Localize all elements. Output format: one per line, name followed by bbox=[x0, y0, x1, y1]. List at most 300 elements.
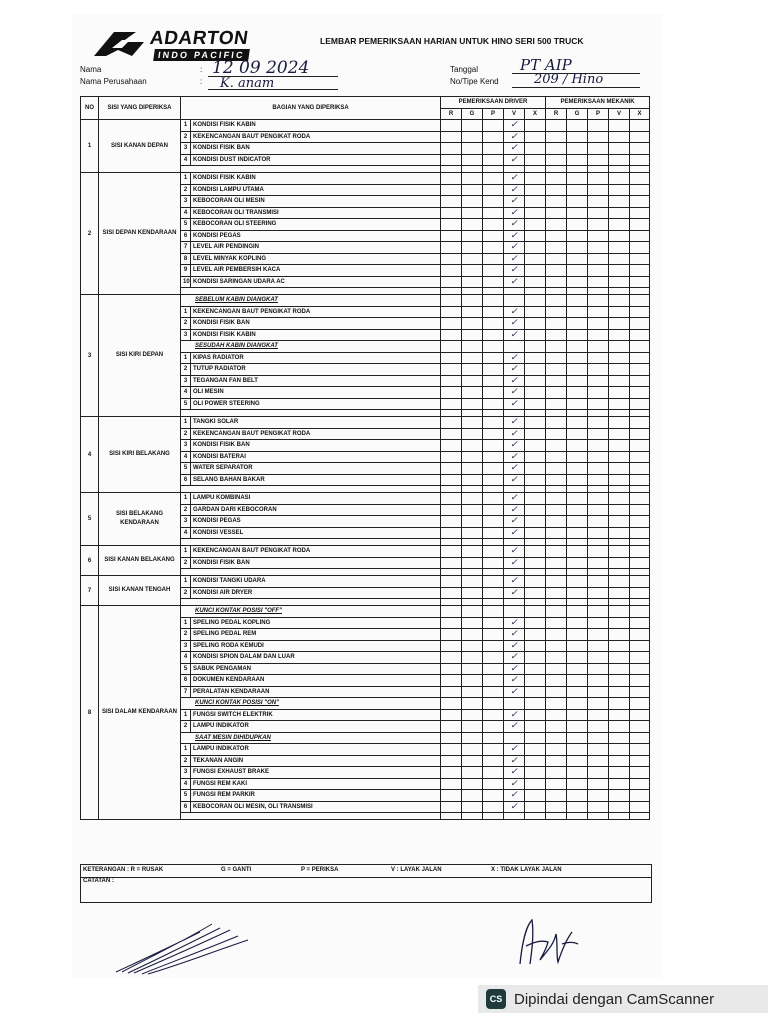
check-cell bbox=[609, 527, 630, 539]
check-cell bbox=[483, 131, 504, 143]
check-cell bbox=[462, 288, 483, 295]
check-cell bbox=[483, 184, 504, 196]
check-cell bbox=[504, 295, 525, 307]
check-cell bbox=[588, 576, 609, 588]
table-row bbox=[81, 493, 650, 505]
check-cell bbox=[609, 557, 630, 569]
check-cell bbox=[630, 364, 650, 376]
check-cell bbox=[483, 166, 504, 173]
check-cell bbox=[525, 557, 546, 569]
brand-name: ADARTON bbox=[148, 28, 250, 49]
col-sisi-header: SISI YANG DIPERIKSA bbox=[99, 97, 181, 120]
section-number: 2 bbox=[81, 173, 99, 295]
item-number: 3 bbox=[181, 440, 191, 452]
check-cell bbox=[462, 207, 483, 219]
check-cell bbox=[630, 539, 650, 546]
check-cell bbox=[441, 557, 462, 569]
check-cell bbox=[441, 686, 462, 698]
check-cell bbox=[609, 318, 630, 330]
check-cell bbox=[630, 375, 650, 387]
check-cell bbox=[567, 744, 588, 756]
check-cell bbox=[630, 352, 650, 364]
check-cell bbox=[483, 295, 504, 307]
check-cell bbox=[441, 493, 462, 505]
check-cell bbox=[567, 329, 588, 341]
driver-subcol-x: X bbox=[525, 108, 546, 120]
inspection-sheet: ADARTON INDO PACIFIC LEMBAR PEMERIKSAAN HARIAN UNTUK HINO SERI 500 TRUCK Nama Nama Perusahaan : : 12 09 2024 K. anam Tanggal No/Tipe Kend PT AIP 209 / Hino NO SISI YANG DIPERIKSA BAGIAN YANG DIPERIKSA PEMERIKSAAN DRIVER PEMERIKSAAN MEKANIK R G P V X R G P V X 1 SISI KANAN DEPAN 1 KONDISI FISIK KABIN ✓ 2 KEKENCANGAN BAUT PENGIKAT RODA ✓ 3 KONDISI FISIK BAN ✓ 4 KONDISI DUST INDICATOR ✓ 2 SISI DEPAN KENDARAAN 1 KONDISI FISIK KABIN ✓ 2 KONDISI LAMPU UTAMA ✓ 3 KEBOCORAN OLI MESIN ✓ 4 KEBOCORAN OLI TRANSMISI ✓ 5 KEBOCORAN OLI STEERING ✓ 6 KONDISI PEGAS ✓ 7 LEVEL AIR PENDINGIN ✓ 8 LEVEL MINYAK KOPLING ✓ 9 LEVEL AIR PEMBERSIH KACA ✓ 10 KONDISI SARINGAN UDARA AC ✓ 3 SISI KIRI DEPAN SEBELUM KABIN DIANGKAT 1 KEKENCANGAN BAUT PENGIKAT RODA ✓ 2 KONDISI FISIK BAN ✓ 3 KONDISI FISIK KABIN ✓ SESUDAH KABIN DIANGKAT 1 KIPAS RADIATOR ✓ 2 TUTUP RADIATOR ✓ 3 TEGANGAN FAN BELT ✓ 4 OLI MESIN ✓ 5 OLI POWER STEERING ✓ 4 SISI KIRI BELAKANG 1 TANGKI SOLAR ✓ 2 KEKENCANGAN BAUT PENGIKAT RODA ✓ 3 KONDISI FISIK BAN ✓ 4 KONDISI BATERAI ✓ 5 WATER SEPARATOR ✓ 6 SELANG BAHAN BAKAR ✓ 5 SISI BELAKANG KENDARAAN 1 LAMPU KOMBINASI ✓ 2 GARDAN DARI KEBOCORAN ✓ 3 KONDISI PEGAS ✓ 4 KONDISI VESSEL ✓ 6 SISI KANAN BELAKANG 1 KEKENCANGAN BAUT PENGIKAT RODA ✓ 2 KONDISI FISIK BAN ✓ 7 SISI KANAN TENGAH 1 KONDISI TANGKI UDARA ✓ 2 KONDISI AIR DRYER ✓ 8 SISI DALAM KENDARAAN KUNCI KONTAK POSISI "OFF" 1 SPELING PEDAL KOPLING ✓ 2 SPELING PEDAL REM ✓ 3 SPELING RODA KEMUDI ✓ 4 KONDISI SPION DALAM DAN LUAR ✓ 5 SABUK PENGAMAN ✓ 6 DOKUMEN KENDARAAN ✓ 7 PERALATAN KENDARAAN ✓ KUNCI KONTAK POSISI "ON" 1 FUNGSI SWITCH ELEKTRIK ✓ 2 LAMPU INDIKATOR ✓ SAAT MESIN DIHIDUPKAN 1 LAMPU INDIKATOR ✓ 2 TEKANAN ANGIN ✓ 3 FUNGSI EXHAUST BRAKE ✓ 4 FUNGSI REM KAKI ✓ 5 FUNGSI REM PARKIR ✓ 6 KEBOCORAN OLI MESIN, OLI TRANSMISI ✓ KETERANGAN : R = RUSAK G = GANTI P = PERIKSA V : LAYAK JALAN X : TIDAK LAYAK JALAN CATATAN : bbox=[72, 14, 662, 979]
item-label: KONDISI LAMPU UTAMA bbox=[191, 184, 441, 196]
check-cell bbox=[567, 778, 588, 790]
check-cell bbox=[546, 451, 567, 463]
check-cell bbox=[567, 410, 588, 417]
check-cell bbox=[546, 207, 567, 219]
section-side: SISI DEPAN KENDARAAN bbox=[99, 173, 181, 295]
check-cell bbox=[483, 196, 504, 208]
check-cell bbox=[462, 131, 483, 143]
item-number: 3 bbox=[181, 640, 191, 652]
check-cell bbox=[462, 276, 483, 288]
check-cell bbox=[483, 640, 504, 652]
item-number: 2 bbox=[181, 364, 191, 376]
check-cell bbox=[483, 318, 504, 330]
check-cell bbox=[630, 120, 650, 132]
check-cell bbox=[630, 569, 650, 576]
table-row bbox=[81, 546, 650, 558]
check-cell bbox=[609, 463, 630, 475]
check-cell bbox=[588, 755, 609, 767]
item-number: 2 bbox=[181, 318, 191, 330]
check-cell bbox=[441, 474, 462, 486]
driver-check-mark: ✓ bbox=[504, 527, 525, 539]
check-cell bbox=[546, 242, 567, 254]
check-cell bbox=[567, 230, 588, 242]
check-cell bbox=[630, 253, 650, 265]
check-cell bbox=[483, 546, 504, 558]
item-label: KONDISI PEGAS bbox=[191, 230, 441, 242]
driver-check-mark: ✓ bbox=[504, 184, 525, 196]
check-cell bbox=[567, 587, 588, 599]
check-cell bbox=[525, 143, 546, 155]
driver-check-mark: ✓ bbox=[504, 265, 525, 277]
check-cell bbox=[525, 265, 546, 277]
check-cell bbox=[483, 790, 504, 802]
check-cell bbox=[609, 539, 630, 546]
check-cell bbox=[567, 617, 588, 629]
check-cell bbox=[462, 778, 483, 790]
check-cell bbox=[462, 569, 483, 576]
driver-check-mark: ✓ bbox=[504, 329, 525, 341]
check-cell bbox=[609, 652, 630, 664]
check-cell bbox=[483, 663, 504, 675]
driver-check-mark: ✓ bbox=[504, 493, 525, 505]
check-cell bbox=[588, 675, 609, 687]
check-cell bbox=[546, 686, 567, 698]
check-cell bbox=[546, 417, 567, 429]
check-cell bbox=[525, 721, 546, 733]
check-cell bbox=[567, 242, 588, 254]
check-cell bbox=[630, 463, 650, 475]
check-cell bbox=[567, 606, 588, 618]
check-cell bbox=[441, 131, 462, 143]
check-cell bbox=[483, 675, 504, 687]
check-cell bbox=[567, 375, 588, 387]
check-cell bbox=[462, 364, 483, 376]
check-cell bbox=[462, 474, 483, 486]
col-bagian-header: BAGIAN YANG DIPERIKSA bbox=[181, 97, 441, 120]
check-cell bbox=[630, 698, 650, 710]
check-cell bbox=[525, 364, 546, 376]
driver-check-mark: ✓ bbox=[504, 428, 525, 440]
check-cell bbox=[546, 617, 567, 629]
item-label: SPELING PEDAL KOPLING bbox=[191, 617, 441, 629]
item-number: 6 bbox=[181, 230, 191, 242]
driver-check-mark: ✓ bbox=[504, 451, 525, 463]
check-cell bbox=[462, 154, 483, 166]
check-cell bbox=[567, 721, 588, 733]
check-cell bbox=[441, 587, 462, 599]
check-cell bbox=[462, 790, 483, 802]
check-cell bbox=[483, 698, 504, 710]
check-cell bbox=[588, 721, 609, 733]
legend-layak: V : LAYAK JALAN bbox=[391, 867, 442, 873]
section-number: 5 bbox=[81, 493, 99, 546]
check-cell bbox=[462, 486, 483, 493]
check-cell bbox=[609, 451, 630, 463]
table-row bbox=[81, 173, 650, 185]
check-cell bbox=[609, 173, 630, 185]
check-cell bbox=[546, 709, 567, 721]
check-cell bbox=[525, 663, 546, 675]
check-cell bbox=[462, 184, 483, 196]
check-cell bbox=[462, 587, 483, 599]
check-cell bbox=[441, 539, 462, 546]
check-cell bbox=[483, 557, 504, 569]
check-cell bbox=[630, 154, 650, 166]
check-cell bbox=[525, 539, 546, 546]
check-cell bbox=[462, 230, 483, 242]
table-row bbox=[81, 120, 650, 132]
check-cell bbox=[588, 663, 609, 675]
check-cell bbox=[462, 663, 483, 675]
check-cell bbox=[567, 767, 588, 779]
check-cell bbox=[462, 219, 483, 231]
check-cell bbox=[630, 599, 650, 606]
check-cell bbox=[504, 732, 525, 744]
check-cell bbox=[525, 527, 546, 539]
check-cell bbox=[609, 686, 630, 698]
check-cell bbox=[462, 352, 483, 364]
check-cell bbox=[609, 364, 630, 376]
check-cell bbox=[630, 166, 650, 173]
item-label: KONDISI VESSEL bbox=[191, 527, 441, 539]
check-cell bbox=[609, 417, 630, 429]
check-cell bbox=[483, 440, 504, 452]
check-cell bbox=[609, 663, 630, 675]
check-cell bbox=[588, 219, 609, 231]
item-number: 6 bbox=[181, 474, 191, 486]
check-cell bbox=[483, 451, 504, 463]
col-no-header: NO bbox=[81, 97, 99, 120]
check-cell bbox=[483, 329, 504, 341]
check-cell bbox=[483, 428, 504, 440]
driver-check-mark: ✓ bbox=[504, 576, 525, 588]
check-cell bbox=[525, 306, 546, 318]
item-number: 3 bbox=[181, 143, 191, 155]
item-label: LAMPU INDIKATOR bbox=[191, 744, 441, 756]
check-cell bbox=[609, 767, 630, 779]
check-cell bbox=[630, 493, 650, 505]
check-cell bbox=[567, 486, 588, 493]
check-cell bbox=[525, 295, 546, 307]
check-cell bbox=[441, 652, 462, 664]
driver-check-mark: ✓ bbox=[504, 364, 525, 376]
item-label: LEVEL AIR PENDINGIN bbox=[191, 242, 441, 254]
item-label: KONDISI PEGAS bbox=[191, 516, 441, 528]
check-cell bbox=[483, 207, 504, 219]
check-cell bbox=[609, 398, 630, 410]
check-cell bbox=[483, 576, 504, 588]
item-label: OLI POWER STEERING bbox=[191, 398, 441, 410]
group-subtitle: SAAT MESIN DIHIDUPKAN bbox=[181, 732, 441, 744]
item-number: 1 bbox=[181, 173, 191, 185]
check-cell bbox=[588, 398, 609, 410]
check-cell bbox=[462, 196, 483, 208]
item-label: KEKENCANGAN BAUT PENGIKAT RODA bbox=[191, 546, 441, 558]
driver-check-mark: ✓ bbox=[504, 640, 525, 652]
check-cell bbox=[588, 318, 609, 330]
check-cell bbox=[609, 410, 630, 417]
item-number: 2 bbox=[181, 629, 191, 641]
check-cell bbox=[462, 617, 483, 629]
driver-check-mark: ✓ bbox=[504, 375, 525, 387]
check-cell bbox=[567, 440, 588, 452]
check-cell bbox=[609, 721, 630, 733]
group-subtitle: SESUDAH KABIN DIANGKAT bbox=[181, 341, 441, 353]
driver-check-mark: ✓ bbox=[504, 207, 525, 219]
check-cell bbox=[441, 606, 462, 618]
check-cell bbox=[588, 253, 609, 265]
check-cell bbox=[567, 790, 588, 802]
check-cell bbox=[546, 341, 567, 353]
check-cell bbox=[546, 587, 567, 599]
check-cell bbox=[546, 440, 567, 452]
check-cell bbox=[567, 173, 588, 185]
check-cell bbox=[567, 527, 588, 539]
document-title: LEMBAR PEMERIKSAAN HARIAN UNTUK HINO SERI 500 TRUCK bbox=[320, 36, 584, 46]
item-label: TEKANAN ANGIN bbox=[191, 755, 441, 767]
check-cell bbox=[525, 329, 546, 341]
check-cell bbox=[441, 640, 462, 652]
driver-check-mark: ✓ bbox=[504, 587, 525, 599]
check-cell bbox=[630, 417, 650, 429]
section-side: SISI KANAN DEPAN bbox=[99, 120, 181, 173]
check-cell bbox=[483, 230, 504, 242]
check-cell bbox=[462, 329, 483, 341]
check-cell bbox=[546, 539, 567, 546]
item-number: 4 bbox=[181, 387, 191, 399]
check-cell bbox=[441, 675, 462, 687]
item-number: 2 bbox=[181, 184, 191, 196]
item-label: FUNGSI SWITCH ELEKTRIK bbox=[191, 709, 441, 721]
check-cell bbox=[567, 387, 588, 399]
item-label: KIPAS RADIATOR bbox=[191, 352, 441, 364]
item-label: KONDISI DUST INDICATOR bbox=[191, 154, 441, 166]
check-cell bbox=[483, 801, 504, 813]
check-cell bbox=[588, 173, 609, 185]
check-cell bbox=[441, 813, 462, 820]
check-cell bbox=[546, 306, 567, 318]
check-cell bbox=[588, 767, 609, 779]
check-cell bbox=[483, 242, 504, 254]
check-cell bbox=[567, 131, 588, 143]
check-cell bbox=[504, 410, 525, 417]
perusahaan-value: K. anam bbox=[220, 76, 275, 91]
driver-check-mark: ✓ bbox=[504, 120, 525, 132]
check-cell bbox=[441, 428, 462, 440]
check-cell bbox=[483, 417, 504, 429]
check-cell bbox=[588, 744, 609, 756]
check-cell bbox=[441, 196, 462, 208]
check-cell bbox=[588, 329, 609, 341]
check-cell bbox=[525, 154, 546, 166]
check-cell bbox=[525, 219, 546, 231]
check-cell bbox=[441, 516, 462, 528]
check-cell bbox=[483, 744, 504, 756]
check-cell bbox=[630, 486, 650, 493]
check-cell bbox=[525, 778, 546, 790]
check-cell bbox=[630, 387, 650, 399]
check-cell bbox=[609, 288, 630, 295]
check-cell bbox=[546, 675, 567, 687]
mekanik-subcol-g: G bbox=[567, 108, 588, 120]
item-number: 2 bbox=[181, 428, 191, 440]
item-number: 4 bbox=[181, 652, 191, 664]
check-cell bbox=[441, 295, 462, 307]
nama-value: 12 09 2024 bbox=[212, 58, 310, 78]
check-cell bbox=[525, 410, 546, 417]
item-number: 2 bbox=[181, 131, 191, 143]
check-cell bbox=[504, 539, 525, 546]
item-label: KEBOCORAN OLI STEERING bbox=[191, 219, 441, 231]
driver-subcol-g: G bbox=[462, 108, 483, 120]
check-cell bbox=[504, 606, 525, 618]
driver-check-mark: ✓ bbox=[504, 557, 525, 569]
check-cell bbox=[609, 569, 630, 576]
driver-check-mark: ✓ bbox=[504, 744, 525, 756]
check-cell bbox=[609, 755, 630, 767]
check-cell bbox=[462, 546, 483, 558]
legend-periksa: P = PERIKSA bbox=[301, 867, 339, 873]
driver-check-mark: ✓ bbox=[504, 516, 525, 528]
check-cell bbox=[630, 606, 650, 618]
check-cell bbox=[588, 417, 609, 429]
check-cell bbox=[546, 801, 567, 813]
check-cell bbox=[567, 295, 588, 307]
item-label: OLI MESIN bbox=[191, 387, 441, 399]
driver-check-mark: ✓ bbox=[504, 230, 525, 242]
driver-check-mark: ✓ bbox=[504, 440, 525, 452]
check-cell bbox=[483, 474, 504, 486]
check-cell bbox=[630, 546, 650, 558]
check-cell bbox=[567, 341, 588, 353]
item-number: 10 bbox=[181, 276, 191, 288]
check-cell bbox=[546, 265, 567, 277]
check-cell bbox=[525, 463, 546, 475]
check-cell bbox=[609, 143, 630, 155]
check-cell bbox=[630, 516, 650, 528]
check-cell bbox=[630, 230, 650, 242]
item-number: 4 bbox=[181, 778, 191, 790]
check-cell bbox=[546, 486, 567, 493]
check-cell bbox=[630, 131, 650, 143]
item-number: 4 bbox=[181, 154, 191, 166]
check-cell bbox=[483, 265, 504, 277]
check-cell bbox=[546, 428, 567, 440]
check-cell bbox=[483, 516, 504, 528]
check-cell bbox=[567, 265, 588, 277]
item-number: 5 bbox=[181, 663, 191, 675]
driver-check-mark: ✓ bbox=[504, 663, 525, 675]
check-cell bbox=[567, 276, 588, 288]
check-cell bbox=[630, 617, 650, 629]
check-cell bbox=[588, 265, 609, 277]
check-cell bbox=[546, 375, 567, 387]
group-subtitle: SEBELUM KABIN DIANGKAT bbox=[181, 295, 441, 307]
check-cell bbox=[609, 778, 630, 790]
check-cell bbox=[630, 755, 650, 767]
check-cell bbox=[630, 663, 650, 675]
catatan-box bbox=[80, 876, 652, 903]
item-label: WATER SEPARATOR bbox=[191, 463, 441, 475]
check-cell bbox=[441, 352, 462, 364]
check-cell bbox=[567, 428, 588, 440]
check-cell bbox=[525, 375, 546, 387]
check-cell bbox=[462, 629, 483, 641]
check-cell bbox=[546, 744, 567, 756]
check-cell bbox=[630, 276, 650, 288]
check-cell bbox=[462, 744, 483, 756]
check-cell bbox=[441, 306, 462, 318]
check-cell bbox=[546, 790, 567, 802]
item-number: 3 bbox=[181, 516, 191, 528]
check-cell bbox=[546, 652, 567, 664]
check-cell bbox=[546, 546, 567, 558]
group-subtitle: KUNCI KONTAK POSISI "ON" bbox=[181, 698, 441, 710]
item-label: KONDISI FISIK BAN bbox=[191, 440, 441, 452]
check-cell bbox=[462, 253, 483, 265]
check-cell bbox=[630, 709, 650, 721]
check-cell bbox=[546, 329, 567, 341]
check-cell bbox=[588, 527, 609, 539]
item-label: PERALATAN KENDARAAN bbox=[191, 686, 441, 698]
item-number: 4 bbox=[181, 451, 191, 463]
check-cell bbox=[546, 629, 567, 641]
check-cell bbox=[441, 184, 462, 196]
check-cell bbox=[609, 184, 630, 196]
check-cell bbox=[546, 219, 567, 231]
check-cell bbox=[588, 288, 609, 295]
check-cell bbox=[441, 663, 462, 675]
check-cell bbox=[441, 375, 462, 387]
check-cell bbox=[588, 698, 609, 710]
check-cell bbox=[525, 493, 546, 505]
check-cell bbox=[441, 242, 462, 254]
check-cell bbox=[462, 120, 483, 132]
check-cell bbox=[525, 732, 546, 744]
check-cell bbox=[483, 154, 504, 166]
item-number: 1 bbox=[181, 493, 191, 505]
check-cell bbox=[462, 410, 483, 417]
